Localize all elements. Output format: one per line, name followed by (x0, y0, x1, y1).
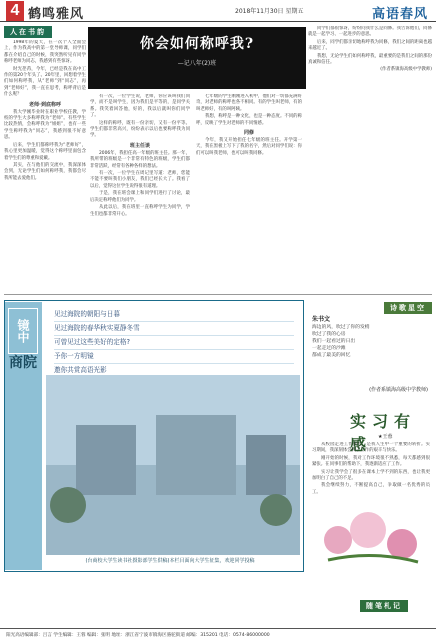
column-tag: 人在书韵 (4, 26, 52, 38)
footer (0, 628, 436, 640)
feature-line: 予你一方明镜 (54, 350, 294, 364)
paragraph: 后来，同学们都亲切地称呼我为同修，我们之间的距离也越来越近了。 (308, 39, 432, 52)
subheading: 同修 (243, 130, 254, 137)
paragraph: 1998年的夏天，在一次个人全面会上，作为我高中的第一堂导师课，同学们都在介绍自己的时候，我突然听见有同学称呼老师为同志，我感到有些惊讶。 (4, 40, 86, 65)
hero-subtitle: —记八年(2)班 (177, 60, 217, 67)
paragraph: 从此以后，我在班里一直称呼学生为同学，学生们也都非常开心。 (90, 205, 190, 217)
paragraph: 实习让我学会了很多在课本上学不到的东西，也让我更加明白了自己的不足。 (312, 469, 430, 482)
paragraph: 这样的称呼，既有一份亲切，又有一份平等。学生们都非常高兴，纷纷表示以后也要称呼我为同学。 (90, 120, 190, 139)
footer-text: 阳光高语编辑部：吕言 学生编辑：王蓉 编辑：张明 地址：浙江省宁波市镇海区骆驼街道 邮编：315201 电话：0574-86000000 (6, 633, 270, 638)
paragraph: 从校园走进工作岗位，是我人生中一个重要的转折。实习期间，我深刻体会到了工作的艰辛与快乐。 (312, 442, 430, 454)
essay-title: 实习有感 (350, 412, 417, 454)
feature-lines (54, 308, 294, 378)
paragraph: 有一次，一位学生说，老师，你应该叫我们同学，而不是叫学生，因为我们是平等的，是同学关系。我笑着回答他，好的，我以后就叫你们同学了。 (90, 94, 190, 119)
paragraph: 今年，我又开始担任七年级的班主任。开学第一天，我在黑板上写下了我的名字，然后对同学们说：你们可以叫我老师，也可以叫我同修。 (196, 138, 302, 156)
paragraph: 我会继续努力，不断提高自己，争取做一名优秀的员工。 (312, 483, 430, 495)
paragraph: 七年级的学生刚刚进入初中，他们对一切都充满好奇，对老师的称呼也各不相同。有的学生叫老师，有的叫老师好，有的叫阿姨。 (196, 94, 302, 112)
hero-title: 你会如何称呼我? (139, 36, 255, 52)
poem-line: 我们一起看过的日出 (312, 339, 356, 344)
essay-body (312, 442, 430, 560)
poem-lines (312, 324, 428, 359)
subheading: 班主任谈 (129, 142, 150, 149)
paragraph: 后来，学生们都称呼我为“老师好”，我心里更加温暖，觉得这个称呼里面包含着学生们的尊重和爱戴。 (4, 142, 86, 161)
paragraph: 有一次，一位学生在周记里写道：老师，您能不能不要叫我们小朋友，我们已经长大了。我看了以后，觉得这位学生说得很有道理。 (90, 171, 190, 189)
paragraph: 于是，我在班会课上和同学们进行了讨论，最后决定称呼他们为同学。 (90, 191, 190, 203)
article-column-right-a (196, 94, 302, 290)
paragraph: 同学们都很惊讶，纷纷问我什么是同修。我告诉他们，同修就是一起学习、一起进步的意思。 (308, 26, 432, 38)
essay-tag: 随笔札记 (360, 600, 408, 612)
article-column-left (4, 40, 86, 290)
article-column-middle (90, 94, 190, 290)
paragraph: 我想，无论学生们如何称呼我，最重要的是我们之间的那份真诚和信任。 (308, 53, 432, 66)
feature-caption: (台商校大学生读书社摄影部学生供稿)本栏目面向大学生征集，欢迎同学投稿 (85, 558, 255, 564)
poem-author: 朱书文 (312, 316, 331, 323)
feature-line: 邀你共赏高语光影 (54, 364, 294, 378)
feature-line: 见过海院的春华秋实夏静冬雪 (54, 322, 294, 336)
feature-line: 见过海院的朝阳与日暮 (54, 308, 294, 322)
section-title: 高语春风 (371, 7, 428, 22)
paragraph: 我大学刚毕业时在职业学校任教，学校的学生大多称呼我为“老师”。有些学生比较热情，会称呼我为“姐姐”，也有一些学生称呼我为“同志”，我感到很不好意思。 (4, 109, 86, 141)
paragraph: 2006年，我担任高一年级的班主任。那一年，我所带的班级是一个非常有特色的班级，学生们都非常活跃，经常有各种各样的想法。 (90, 150, 190, 169)
campus-photo (46, 375, 300, 555)
divider (4, 294, 432, 295)
page-number: 4 (6, 1, 24, 21)
masthead (0, 0, 436, 22)
poem-line: 吹过了我的心房 (312, 332, 346, 337)
feature-line: 可曾见过这些美好的定格? (54, 336, 294, 350)
feature-body: 商院 (9, 355, 37, 371)
paragraph: 时光荏苒，今年，已经是我在高中工作的第20个年头了。20年里，回想着学生们如何称呼我，从“老师”到“同志”，再到“老师好”，我一直在思考，称呼背后是什么呢？ (4, 66, 86, 98)
poem-signature: (作者系镇海高级中学教师) (369, 387, 428, 393)
poem-tag: 诗歌星空 (384, 302, 432, 314)
author-signature: (作者系镇海高级中学教师) (380, 67, 432, 73)
paper-name: 鹤鸣雅风 (28, 7, 85, 22)
paragraph: 其实，在与他们的交流中，我深深体会到，无论学生们如何称呼我，我都会尽我所能去爱他们。 (4, 162, 86, 181)
essay-author: ★王蓉 (378, 434, 393, 440)
subheading: 老师·到底称呼 (29, 101, 61, 108)
hero-banner (88, 27, 306, 89)
feature-label: 镜中 (8, 308, 38, 354)
issue-date: 2018年11月30日 星期五 (235, 8, 304, 15)
article-column-right-b (308, 26, 432, 288)
paragraph: 刚开始的时候，我对工作环境很不熟悉，每天都感到很紧张。在同事们的帮助下，我逐渐适应了工作。 (312, 455, 430, 468)
poem-line: 海边的风，吹过了你的发梢 (312, 325, 370, 330)
poem-line: 一起走过的沙滩 (312, 346, 346, 351)
paragraph: 我想，称呼是一种文化，也是一种态度。不同的称呼，反映了学生对老师的不同情感。 (196, 114, 302, 126)
campus-photo-graphic (46, 375, 300, 555)
poem-line: 都成了最美的回忆 (312, 353, 351, 358)
